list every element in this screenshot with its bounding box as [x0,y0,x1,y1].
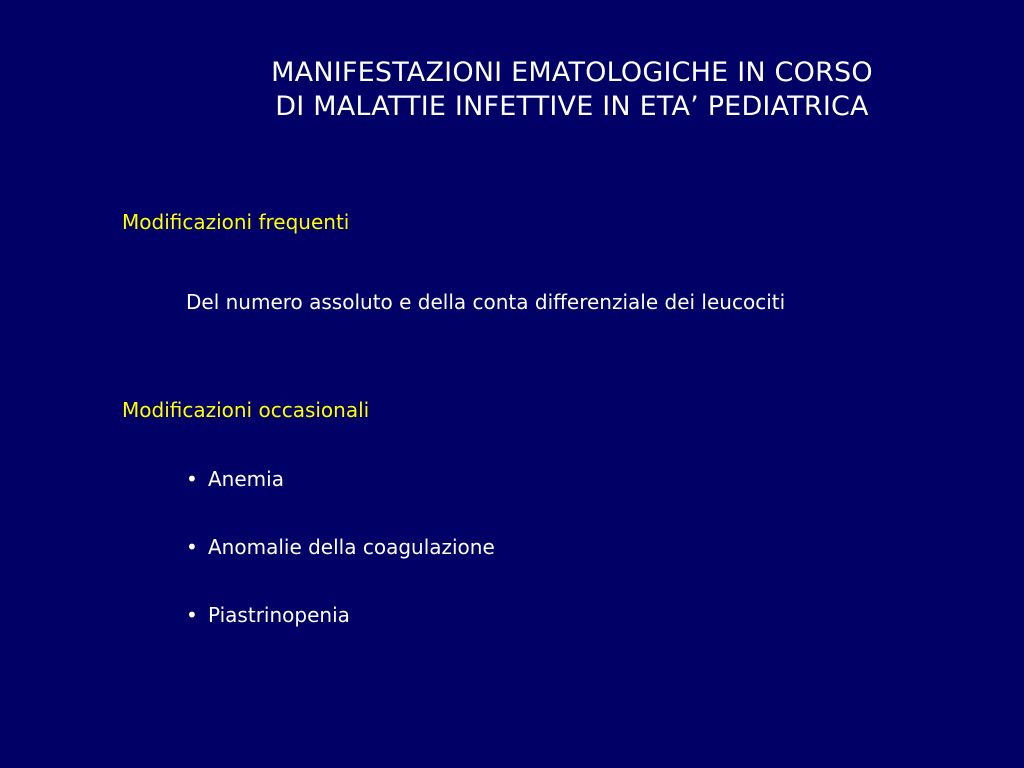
bullet-item-thrombocytopenia [186,602,350,628]
section-heading-frequent: Modificazioni frequenti [122,210,350,234]
bullet-item-coagulation [186,534,495,560]
bullet-icon: • [186,535,198,559]
slide-title [120,56,1024,124]
bullet-item-anemia [186,466,284,492]
title-line-1: MANIFESTAZIONI EMATOLOGICHE IN CORSO [271,57,873,88]
title-line-2: DI MALATTIE INFETTIVE IN ETA’ PEDIATRICA [275,91,869,122]
bullet-icon: • [186,467,198,491]
bullet-text: Anomalie della coagulazione [208,535,495,559]
bullet-text: Piastrinopenia [208,603,350,627]
bullet-text: Anemia [208,467,284,491]
section-paragraph: Del numero assoluto e della conta differenziale dei leucociti [186,290,786,314]
section-heading-occasional: Modificazioni occasionali [122,398,370,422]
bullet-icon: • [186,603,198,627]
